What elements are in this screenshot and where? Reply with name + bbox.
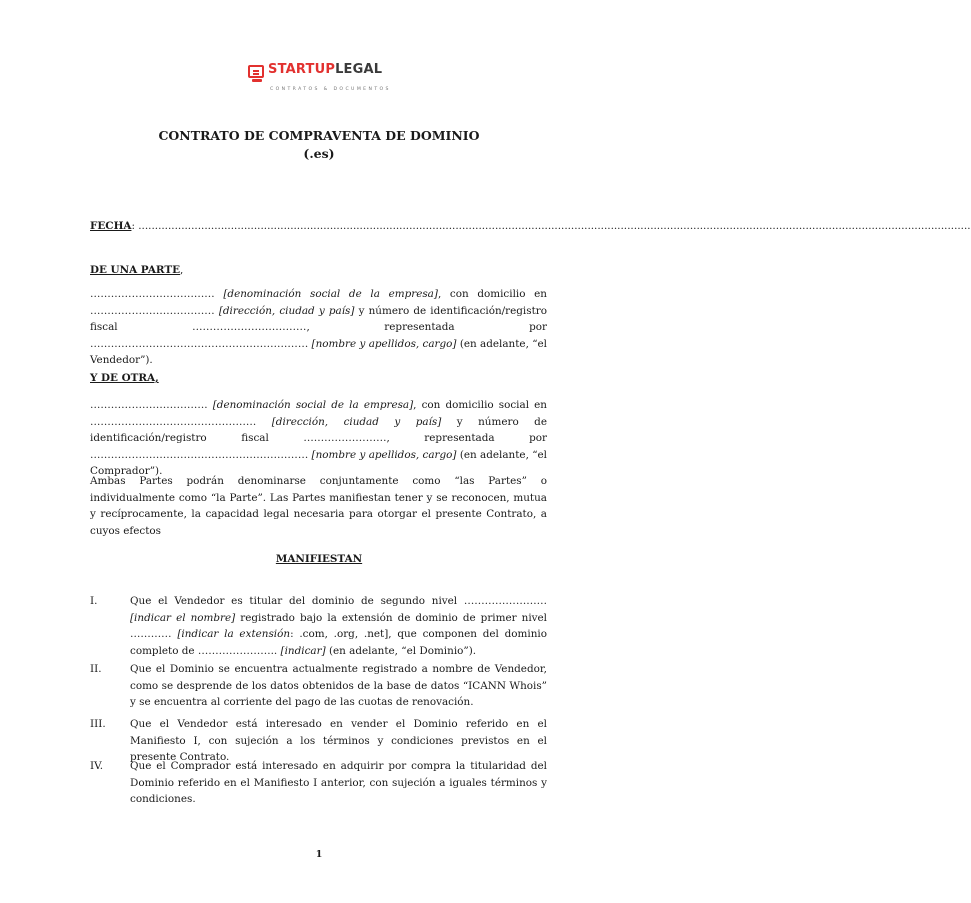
- item-text: Que el Vendedor es titular del dominio de segundo nivel …………………… [indicar el nombre] registrado bajo la extensión de dominio de primer nivel ………… [indicar la extensión: .com, .org, .net], que componen del dominio completo de ………………….. [indicar] (en adelante, “el Dominio”).: [130, 595, 547, 657]
- parte1-heading: DE UNA PARTE,: [90, 264, 184, 276]
- logo-tagline: CONTRATOS & DOCUMENTOS: [270, 87, 391, 92]
- fecha-label: FECHA: [90, 220, 132, 232]
- title-line-1: CONTRATO DE COMPRAVENTA DE DOMINIO: [158, 128, 480, 143]
- fecha-line: [90, 218, 971, 235]
- parte2-heading: Y DE OTRA,: [90, 372, 159, 384]
- item-number: I.: [90, 595, 98, 607]
- item-number: IV.: [90, 760, 104, 772]
- fecha-blank: : ............................................................................................................................................................................................................................................................: [131, 220, 971, 232]
- title-line-2: (.es): [303, 146, 335, 161]
- item-text: Que el Comprador está interesado en adquirir por compra la titularidad del Dominio referido en el Manifiesto I anterior, con sujeción a iguales términos y condiciones.: [130, 760, 547, 806]
- item-number: II.: [90, 663, 102, 675]
- document-title: [90, 127, 548, 163]
- partes-paragraph: Ambas Partes podrán denominarse conjuntamente como “las Partes” o individualmente como “la Parte”. Las Partes manifiestan tener y se reconocen, mutua y recíprocamente, la capacidad legal necesaria para otorgar el presente Contrato, a cuyos efectos: [90, 475, 547, 537]
- startuplegal-logo: [248, 62, 391, 94]
- page-number: 1: [315, 849, 323, 860]
- monitor-stand-icon: [252, 79, 262, 82]
- item-text: Que el Dominio se encuentra actualmente registrado a nombre de Vendedor, como se desprende de los datos obtenidos de la base de datos “ICANN Whois” y se encuentra al corriente del pago de las cuotas de renovación.: [130, 663, 547, 709]
- monitor-icon: [248, 65, 264, 78]
- item-text: Que el Vendedor está interesado en vender el Dominio referido en el Manifiesto I, con sujeción a los términos y condiciones previstos en el presente Contrato.: [130, 718, 547, 764]
- item-number: III.: [90, 718, 106, 730]
- parte1-paragraph: ……………………………… [denominación social de la empresa], con domicilio en ……………………………… [dirección, ciudad y país] y número de identificación/registro fiscal ……………………………, representada por ……………………………………………………… [nombre y apellidos, cargo] (en adelante, “el Vendedor”).: [90, 288, 547, 367]
- parte2-paragraph: ……………………………. [denominación social de la empresa], con domicilio social en ………………………………………… [dirección, ciudad y país] y número de identificación/registro fiscal ……………………, representada por ……………………………………………………… [nombre y apellidos, cargo] (en adelante, “el Comprador”).: [90, 399, 548, 478]
- logo-wordmark: STARTUPLEGAL: [268, 62, 383, 77]
- manifiestan-heading: MANIFIESTAN: [275, 553, 363, 565]
